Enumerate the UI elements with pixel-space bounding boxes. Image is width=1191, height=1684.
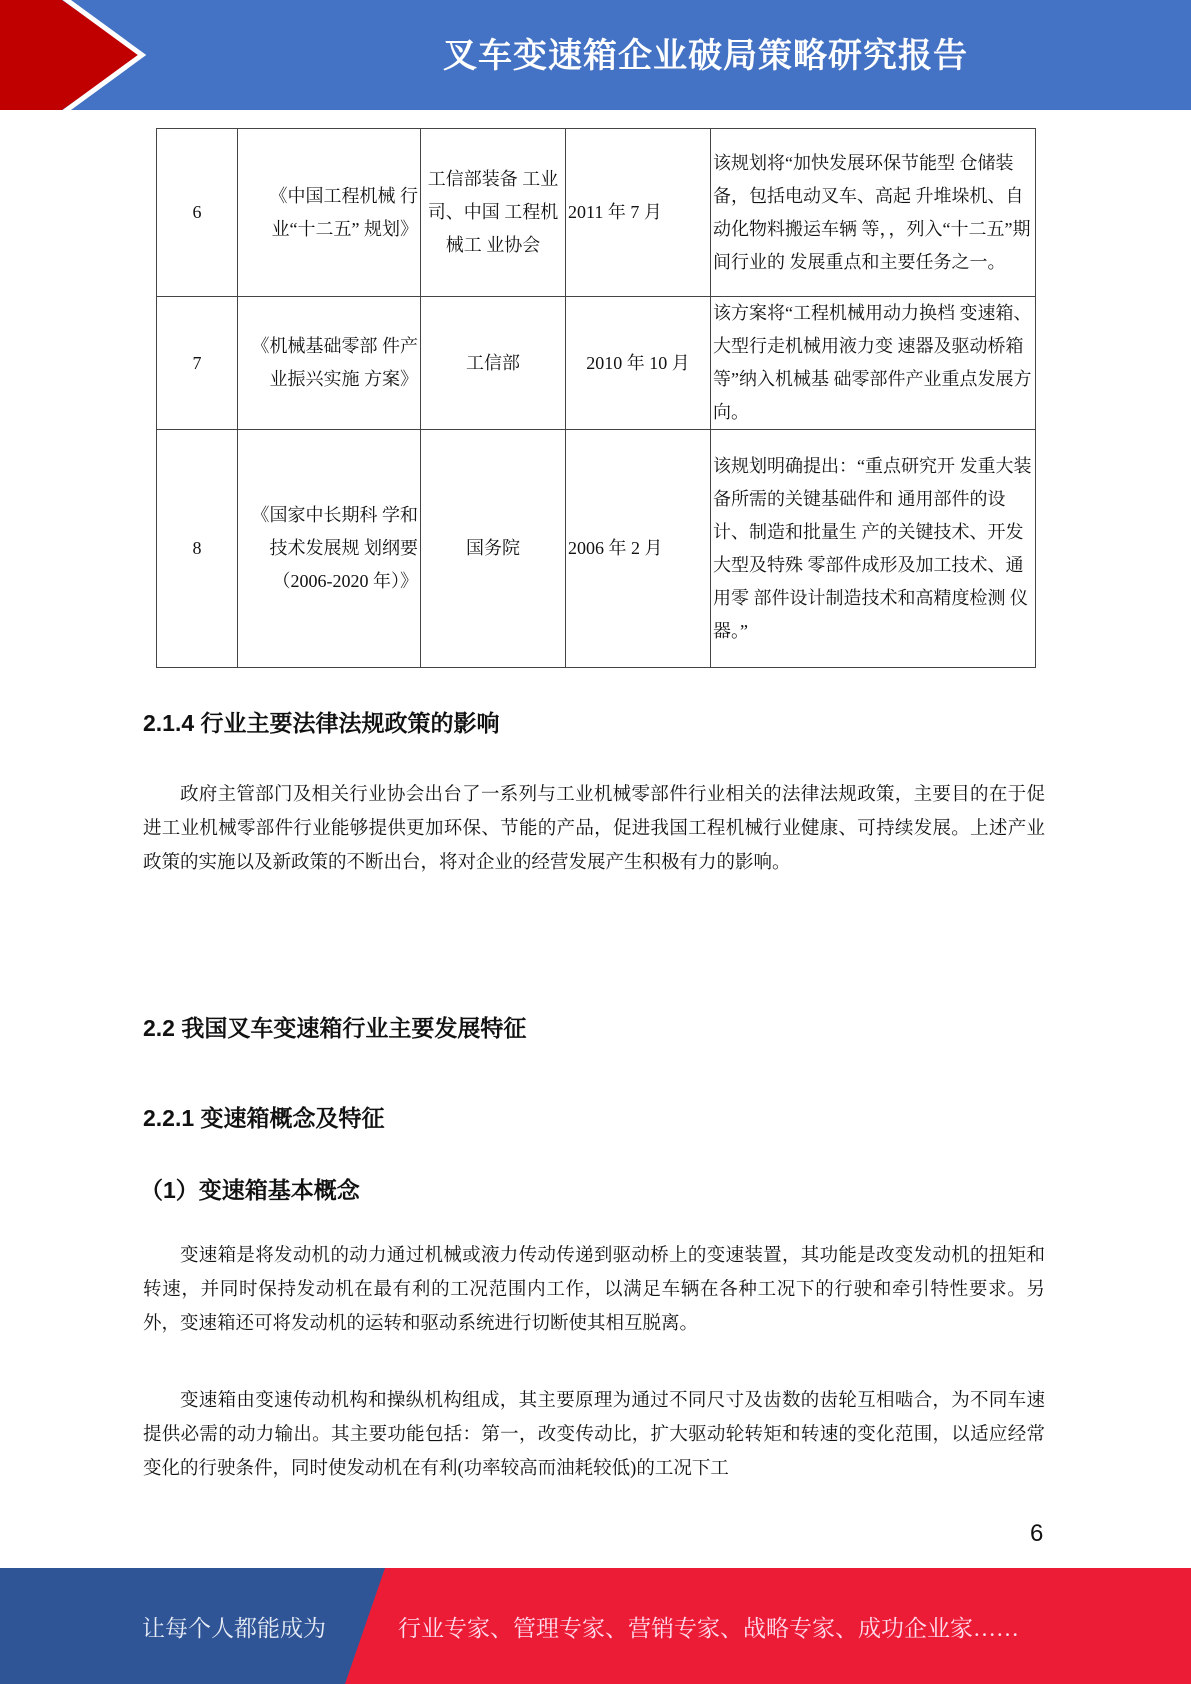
row-number: 7 — [157, 297, 238, 430]
policy-description: 该规划将“加快发展环保节能型 仓储装备，包括电动叉车、高起 升堆垛机、自动化物料搬运车辆 等，，列入“十二五”期间行业的 发展重点和主要任务之一。 — [711, 129, 1036, 297]
chevron-decoration-icon — [0, 0, 160, 110]
policy-name: 《中国工程机械 行业“十二五” 规划》 — [238, 129, 421, 297]
policy-table — [156, 128, 1036, 668]
row-number: 6 — [157, 129, 238, 297]
heading-2-2: 2.2 我国叉车变速箱行业主要发展特征 — [143, 1015, 527, 1041]
table-row — [157, 297, 1036, 430]
page-number: 6 — [1030, 1520, 1044, 1547]
report-title: 叉车变速箱企业破局策略研究报告 — [443, 37, 968, 75]
policy-description: 该规划明确提出：“重点研究开 发重大装备所需的关键基础件和 通用部件的设计、制造和批量生 产的关键技术、开发大型及特殊 零部件成形及加工技术、通用零 部件设计制造技术和高精度检测 仪器。” — [711, 430, 1036, 668]
table-row — [157, 430, 1036, 668]
footer-slogan-left: 让每个人都能成为 — [142, 1616, 326, 1641]
table-row — [157, 129, 1036, 297]
issuing-dept: 工信部 — [421, 297, 566, 430]
row-number: 8 — [157, 430, 238, 668]
heading-2-1-4: 2.1.4 行业主要法律法规政策的影响 — [143, 710, 500, 736]
paragraph: 政府主管部门及相关行业协会出台了一系列与工业机械零部件行业相关的法律法规政策，主要目的在于促进工业机械零部件行业能够提供更加环保、节能的产品，促进我国工程机械行业健康、可持续发展。上述产业政策的实施以及新政策的不断出台，将对企业的经营发展产生积极有力的影响。 — [143, 785, 1045, 873]
issuing-dept: 国务院 — [421, 430, 566, 668]
paragraph: 变速箱由变速传动机构和操纵机构组成，其主要原理为通过不同尺寸及齿数的齿轮互相啮合，为不同车速提供必需的动力输出。其主要功能包括：第一，改变传动比，扩大驱动轮转矩和转速的变化范围，以适应经常变化的行驶条件，同时使发动机在有利(功率较高而油耗较低)的工况下工 — [143, 1391, 1045, 1479]
issue-date: 2010 年 10 月 — [566, 297, 711, 430]
issue-date: 2011 年 7 月 — [566, 129, 711, 297]
heading-2-2-1: 2.2.1 变速箱概念及特征 — [143, 1105, 385, 1131]
issue-date: 2006 年 2 月 — [566, 430, 711, 668]
paragraph: 变速箱是将发动机的动力通过机械或液力传动传递到驱动桥上的变速装置，其功能是改变发动机的扭矩和转速，并同时保持发动机在最有利的工况范围内工作，以满足车辆在各种工况下的行驶和牵引特性要求。另外，变速箱还可将发动机的运转和驱动系统进行切断使其相互脱离。 — [143, 1246, 1045, 1334]
page-footer — [0, 1568, 1191, 1684]
policy-name: 《机械基础零部 件产业振兴实施 方案》 — [238, 297, 421, 430]
page-header — [0, 0, 1191, 110]
policy-name: 《国家中长期科 学和技术发展规 划纲要（2006-2020 年）》 — [238, 430, 421, 668]
policy-description: 该方案将“工程机械用动力换档 变速箱、大型行走机械用液力变 速器及驱动桥箱等”纳入机械基 础零部件产业重点发展方向。 — [711, 297, 1036, 430]
issuing-dept: 工信部装备 工业司、中国 工程机械工 业协会 — [421, 129, 566, 297]
footer-slogan-right: 行业专家、管理专家、营销专家、战略专家、成功企业家…… — [398, 1616, 1019, 1641]
heading-basic-concept: （1）变速箱基本概念 — [140, 1177, 360, 1203]
